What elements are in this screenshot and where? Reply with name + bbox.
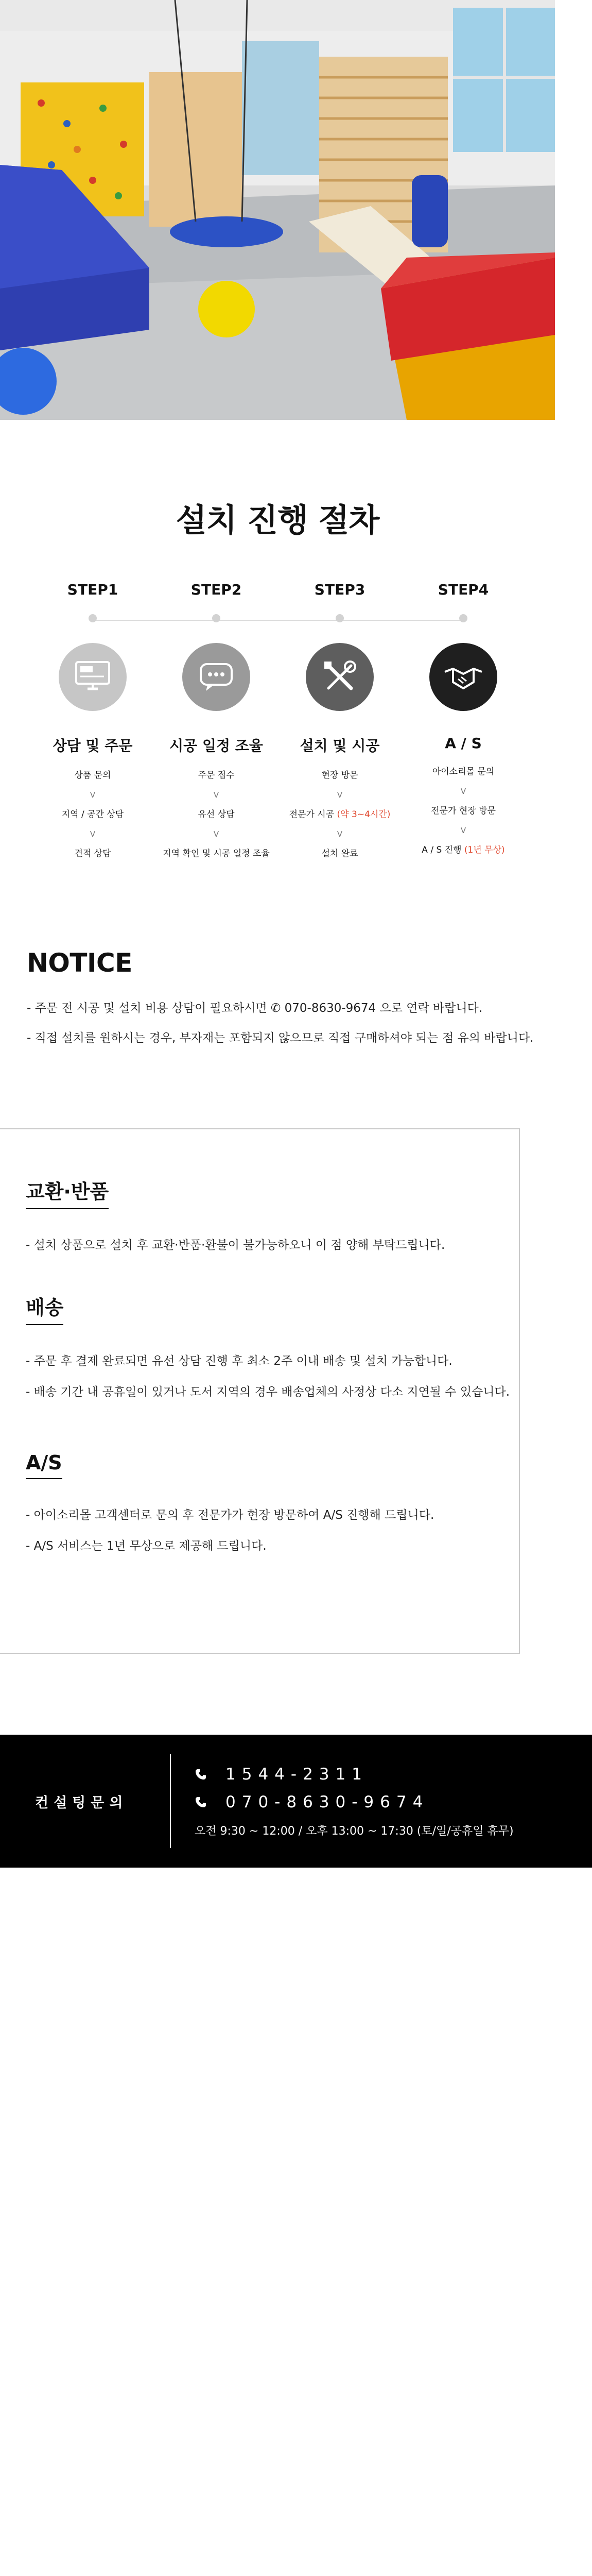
as-line: - A/S 서비스는 1년 무상으로 제공해 드립니다.: [26, 1539, 267, 1553]
down-arrow-icon: V: [460, 826, 466, 835]
step-name: 시공 일정 조율: [169, 737, 263, 754]
step-label: STEP2: [190, 581, 242, 598]
exchange-line: - 설치 상품으로 설치 후 교환·반품·환불이 불가능하오니 이 점 양해 부탁드립니다.: [26, 1239, 445, 1252]
step-line: A / S 진행: [422, 845, 462, 855]
hero-photo: [0, 0, 555, 420]
phone-icon: [195, 1796, 225, 1808]
exchange-title: 교환·반품: [26, 1176, 109, 1209]
step-line: 지역 / 공간 상담: [61, 809, 124, 820]
phone-number: 1544-2311: [225, 1765, 368, 1784]
step-description: [154, 766, 278, 863]
shipping-title: 배송: [26, 1292, 63, 1325]
step-line: 지역 확인 및 시공 일정 조율: [163, 849, 270, 859]
down-arrow-icon: V: [337, 790, 343, 800]
notice-section: [27, 948, 542, 1053]
warranty-highlight: (1년 무상): [464, 845, 505, 855]
notice-title: NOTICE: [27, 948, 132, 978]
exchange-section: [26, 1176, 445, 1261]
step-line: 견적 상담: [74, 849, 111, 859]
contact-divider: [170, 1754, 171, 1848]
step-line-with-highlight: [278, 805, 402, 824]
phone-icon: ✆: [271, 1002, 281, 1015]
step-line-with-highlight: [402, 840, 525, 860]
policy-box: [0, 1128, 520, 1654]
step-icon-circle: [429, 643, 497, 711]
step-4: [402, 580, 525, 860]
step-description: [402, 762, 525, 860]
shipping-line: - 주문 후 결제 완료되면 유선 상담 진행 후 최소 2주 이내 배송 및 설치 가능합니다.: [26, 1354, 452, 1368]
step-line: 전문가 시공: [289, 809, 335, 820]
step-2: [154, 580, 278, 863]
down-arrow-icon: V: [90, 829, 96, 839]
step-line: 유선 상담: [198, 809, 235, 820]
duration-highlight: (약 3~4시간): [337, 809, 391, 820]
down-arrow-icon: V: [337, 829, 343, 839]
step-name: 설치 및 시공: [300, 737, 380, 754]
step-icon-circle: [59, 643, 127, 711]
handshake-icon: [443, 662, 484, 692]
step-icon-circle: [306, 643, 374, 711]
notice-line-self-install: - 직접 설치를 원하시는 경우, 부자재는 포함되지 않으므로 직접 구매하셔야 되는 점 유의 바랍니다.: [27, 1031, 534, 1045]
step-description: [278, 766, 402, 863]
step-dot: [336, 614, 344, 622]
gym-room-illustration: [0, 0, 555, 420]
computer-icon: [73, 659, 112, 695]
shipping-section: [26, 1292, 510, 1408]
step-line: 현장 방문: [321, 770, 358, 781]
contact-title: 컨설팅문의: [35, 1795, 128, 1811]
step-3: [278, 580, 402, 863]
business-hours: 오전 9:30 ~ 12:00 / 오후 13:00 ~ 17:30 (토/일/공휴일 휴무): [195, 1825, 514, 1838]
down-arrow-icon: V: [213, 790, 219, 800]
as-title: A/S: [26, 1451, 62, 1479]
notice-text: - 주문 전 시공 및 설치 비용 상담이 필요하시면: [27, 1002, 267, 1015]
step-label: STEP4: [438, 581, 489, 598]
step-name: A / S: [445, 735, 482, 752]
phone-number: 070-8630-9674: [225, 1793, 429, 1811]
step-line: 아이소리몰 문의: [432, 767, 495, 777]
notice-text: 으로 연락 바랍니다.: [379, 1002, 483, 1015]
as-section: [26, 1451, 434, 1562]
as-line: - 아이소리몰 고객센터로 문의 후 전문가가 현장 방문하여 A/S 진행해 드립니다.: [26, 1509, 434, 1522]
down-arrow-icon: V: [460, 787, 466, 796]
step-label: STEP3: [314, 581, 365, 598]
notice-phone-number[interactable]: 070-8630-9674: [284, 1002, 376, 1015]
tools-icon: [320, 657, 359, 697]
contact-phone-1[interactable]: [195, 1760, 514, 1788]
contact-bar: [0, 1735, 592, 1868]
step-label: STEP1: [67, 581, 118, 598]
phone-icon: [195, 1768, 225, 1781]
down-arrow-icon: V: [213, 829, 219, 839]
process-steps: [0, 580, 555, 868]
contact-details: [195, 1760, 514, 1842]
step-name: 상담 및 주문: [53, 737, 133, 754]
notice-line-phone: [27, 993, 542, 1023]
step-description: [31, 766, 154, 863]
step-line: 전문가 현장 방문: [431, 806, 496, 816]
step-icon-circle: [182, 643, 250, 711]
step-dot: [212, 614, 220, 622]
step-dot: [89, 614, 97, 622]
step-1: [31, 580, 154, 863]
step-dot: [459, 614, 467, 622]
process-title: 설치 진행 절차: [176, 501, 379, 539]
step-line: 설치 완료: [321, 849, 358, 859]
contact-phone-2[interactable]: [195, 1788, 514, 1816]
down-arrow-icon: V: [90, 790, 96, 800]
step-line: 주문 접수: [198, 770, 235, 781]
chat-bubble-icon: [197, 659, 236, 695]
shipping-line: - 배송 기간 내 공휴일이 있거나 도서 지역의 경우 배송업체의 사정상 다소 지연될 수 있습니다.: [26, 1385, 510, 1399]
step-line: 상품 문의: [74, 770, 111, 781]
